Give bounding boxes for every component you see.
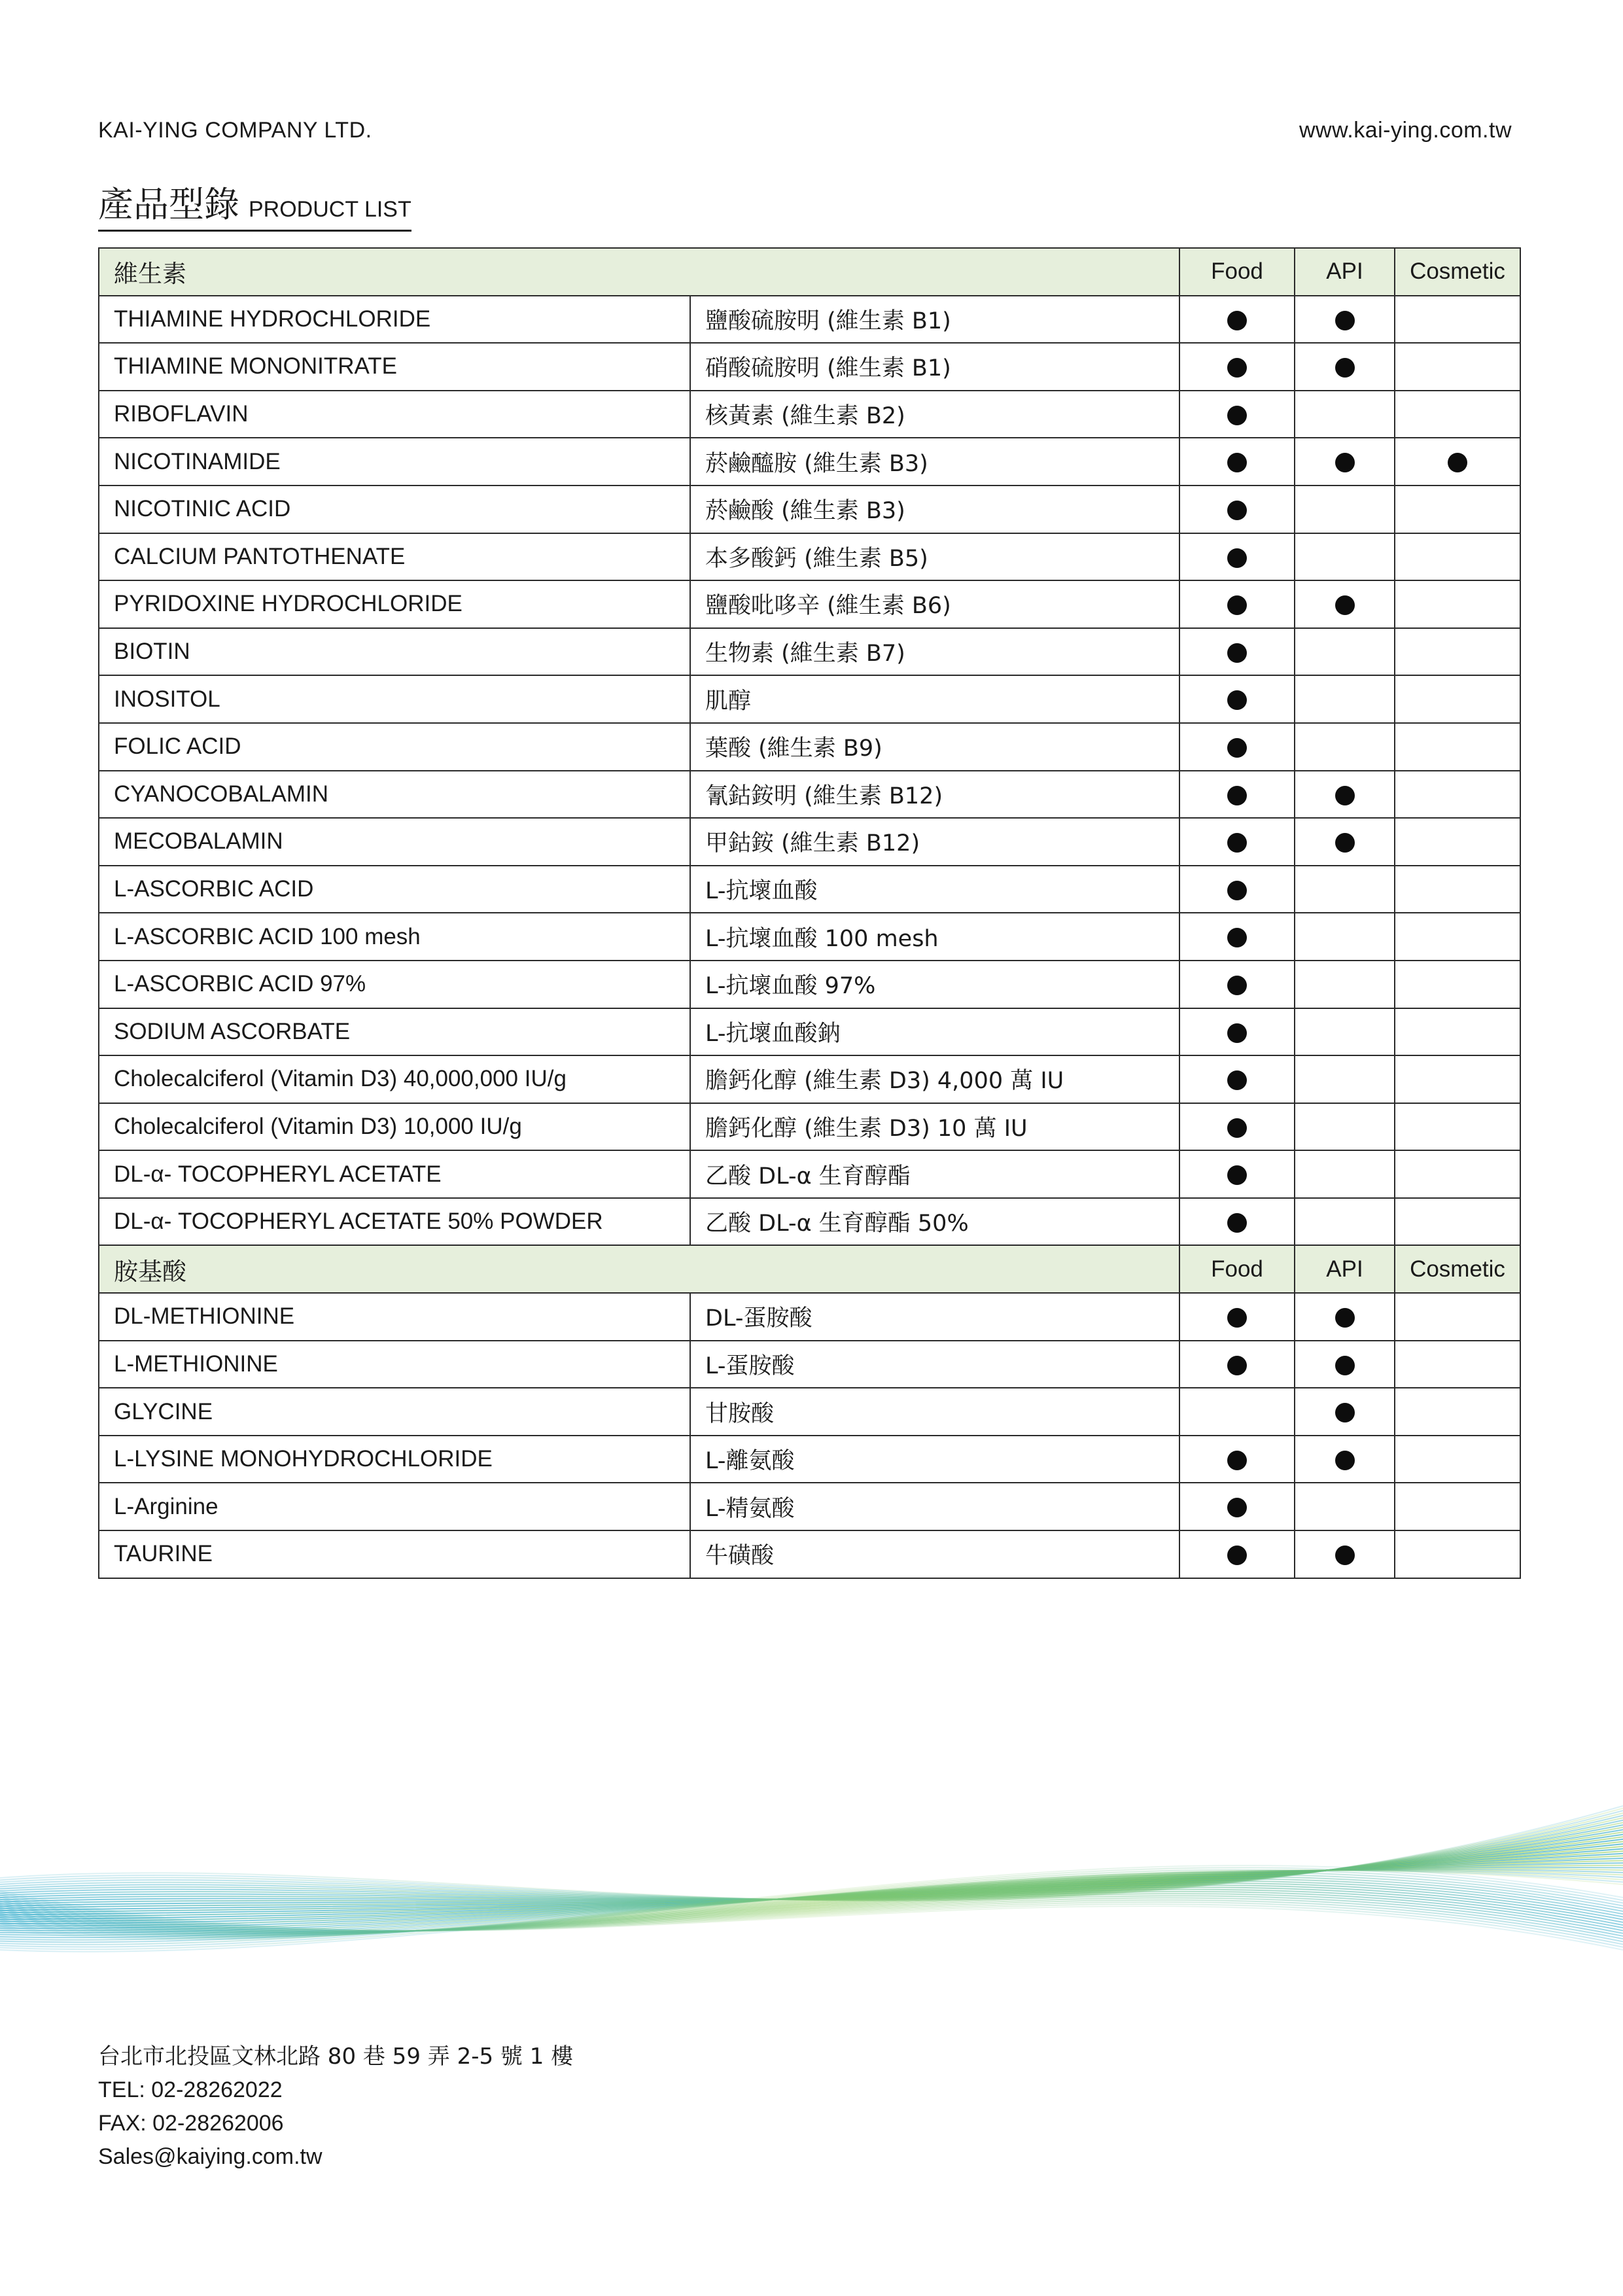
flag-cell-cosmetic [1395, 391, 1520, 438]
flag-cell-api [1295, 1388, 1395, 1436]
flag-cell-cosmetic [1395, 486, 1520, 533]
table-row [99, 1388, 1520, 1436]
filled-circle-icon [1335, 1403, 1355, 1422]
table-row [99, 961, 1520, 1008]
product-name-en: FOLIC ACID [99, 723, 690, 771]
column-header-cosmetic: Cosmetic [1395, 1245, 1520, 1293]
filled-circle-icon [1335, 358, 1355, 378]
flag-cell-cosmetic [1395, 1198, 1520, 1246]
product-name-zh: 膽鈣化醇 (維生素 D3) 10 萬 IU [690, 1103, 1179, 1151]
footer-address: 台北市北投區文林北路 80 巷 59 弄 2-5 號 1 樓 [98, 2043, 574, 2070]
filled-circle-icon [1227, 358, 1247, 378]
table-row [99, 628, 1520, 676]
flag-cell-food [1179, 1055, 1295, 1103]
product-name-zh: 本多酸鈣 (維生素 B5) [690, 533, 1179, 581]
flag-cell-api [1295, 343, 1395, 391]
filled-circle-icon [1335, 1451, 1355, 1470]
flag-cell-cosmetic [1395, 961, 1520, 1008]
flag-cell-cosmetic [1395, 1530, 1520, 1578]
flag-cell-cosmetic [1395, 675, 1520, 723]
flag-cell-food [1179, 628, 1295, 676]
product-name-en: THIAMINE HYDROCHLORIDE [99, 296, 690, 344]
filled-circle-icon [1227, 1118, 1247, 1138]
flag-cell-api [1295, 580, 1395, 628]
flag-cell-food [1179, 533, 1295, 581]
flag-cell-api [1295, 675, 1395, 723]
product-name-zh: 菸鹼醯胺 (維生素 B3) [690, 438, 1179, 486]
flag-cell-api [1295, 1341, 1395, 1388]
flag-cell-api [1295, 296, 1395, 344]
product-name-zh: L-蛋胺酸 [690, 1341, 1179, 1388]
flag-cell-api [1295, 1008, 1395, 1056]
column-header-api: API [1295, 248, 1395, 296]
product-name-zh: 鹽酸硫胺明 (維生素 B1) [690, 296, 1179, 344]
product-table [98, 247, 1521, 1579]
flag-cell-cosmetic [1395, 628, 1520, 676]
flag-cell-api [1295, 391, 1395, 438]
filled-circle-icon [1227, 1070, 1247, 1090]
footer-email[interactable]: Sales@kaiying.com.tw [98, 2144, 323, 2169]
flag-cell-api [1295, 486, 1395, 533]
product-name-zh: L-精氨酸 [690, 1483, 1179, 1530]
filled-circle-icon [1335, 311, 1355, 330]
flag-cell-cosmetic [1395, 296, 1520, 344]
footer-tel: TEL: 02-28262022 [98, 2077, 283, 2102]
table-row [99, 1483, 1520, 1530]
filled-circle-icon [1227, 548, 1247, 568]
product-table-body [99, 248, 1520, 1578]
table-row [99, 1341, 1520, 1388]
wave-line [0, 1820, 1623, 1899]
table-row [99, 723, 1520, 771]
flag-cell-api [1295, 1530, 1395, 1578]
flag-cell-api [1295, 771, 1395, 819]
filled-circle-icon [1227, 643, 1247, 663]
product-name-en: SODIUM ASCORBATE [99, 1008, 690, 1056]
product-name-en: L-METHIONINE [99, 1341, 690, 1388]
contact-footer [98, 2040, 573, 2174]
filled-circle-icon [1335, 595, 1355, 615]
product-name-zh: 核黃素 (維生素 B2) [690, 391, 1179, 438]
product-name-zh: 乙酸 DL-α 生育醇酯 50% [690, 1198, 1179, 1246]
flag-cell-cosmetic [1395, 1055, 1520, 1103]
flag-cell-api [1295, 533, 1395, 581]
flag-cell-food [1179, 866, 1295, 913]
product-name-en: THIAMINE MONONITRATE [99, 343, 690, 391]
table-row [99, 580, 1520, 628]
section-title: 維生素 [99, 248, 1179, 296]
flag-cell-cosmetic [1395, 1293, 1520, 1341]
product-name-zh: L-抗壞血酸 [690, 866, 1179, 913]
flag-cell-cosmetic [1395, 1008, 1520, 1056]
flag-cell-cosmetic [1395, 771, 1520, 819]
flag-cell-api [1295, 1483, 1395, 1530]
flag-cell-food [1179, 391, 1295, 438]
product-name-zh: 葉酸 (維生素 B9) [690, 723, 1179, 771]
filled-circle-icon [1227, 738, 1247, 758]
flag-cell-food [1179, 675, 1295, 723]
filled-circle-icon [1448, 453, 1467, 472]
filled-circle-icon [1335, 453, 1355, 472]
filled-circle-icon [1227, 690, 1247, 710]
flag-cell-food [1179, 1103, 1295, 1151]
product-name-zh: 菸鹼酸 (維生素 B3) [690, 486, 1179, 533]
flag-cell-api [1295, 1293, 1395, 1341]
flag-cell-food [1179, 1341, 1295, 1388]
table-row [99, 1530, 1520, 1578]
filled-circle-icon [1227, 1545, 1247, 1565]
column-header-cosmetic: Cosmetic [1395, 248, 1520, 296]
table-row [99, 771, 1520, 819]
product-name-zh: 鹽酸吡哆辛 (維生素 B6) [690, 580, 1179, 628]
product-name-en: CALCIUM PANTOTHENATE [99, 533, 690, 581]
product-name-zh: DL-蛋胺酸 [690, 1293, 1179, 1341]
product-name-zh: 膽鈣化醇 (維生素 D3) 4,000 萬 IU [690, 1055, 1179, 1103]
filled-circle-icon [1227, 1498, 1247, 1517]
flag-cell-cosmetic [1395, 438, 1520, 486]
flag-cell-food [1179, 1530, 1295, 1578]
flag-cell-food [1179, 1198, 1295, 1246]
filled-circle-icon [1227, 881, 1247, 900]
product-name-en: RIBOFLAVIN [99, 391, 690, 438]
flag-cell-cosmetic [1395, 1388, 1520, 1436]
table-row [99, 486, 1520, 533]
flag-cell-cosmetic [1395, 1150, 1520, 1198]
column-header-food: Food [1179, 248, 1295, 296]
product-name-en: MECOBALAMIN [99, 818, 690, 866]
flag-cell-api [1295, 1150, 1395, 1198]
product-name-en: DL-METHIONINE [99, 1293, 690, 1341]
product-name-zh: 甲鈷銨 (維生素 B12) [690, 818, 1179, 866]
footer-fax: FAX: 02-28262006 [98, 2111, 284, 2136]
flag-cell-food [1179, 1436, 1295, 1483]
filled-circle-icon [1227, 1165, 1247, 1185]
flag-cell-api [1295, 913, 1395, 961]
flag-cell-api [1295, 723, 1395, 771]
product-name-en: L-ASCORBIC ACID [99, 866, 690, 913]
flag-cell-food [1179, 1388, 1295, 1436]
flag-cell-api [1295, 1436, 1395, 1483]
product-name-zh: 肌醇 [690, 675, 1179, 723]
page-title-zh: 產品型錄 [98, 184, 239, 225]
flag-cell-cosmetic [1395, 533, 1520, 581]
table-row [99, 343, 1520, 391]
filled-circle-icon [1335, 1356, 1355, 1375]
flag-cell-food [1179, 1150, 1295, 1198]
flag-cell-food [1179, 438, 1295, 486]
product-name-zh: 生物素 (維生素 B7) [690, 628, 1179, 676]
product-name-zh: 牛磺酸 [690, 1530, 1179, 1578]
product-name-en: Cholecalciferol (Vitamin D3) 40,000,000 IU/g [99, 1055, 690, 1103]
flag-cell-food [1179, 1483, 1295, 1530]
product-name-en: L-ASCORBIC ACID 97% [99, 961, 690, 1008]
flag-cell-food [1179, 913, 1295, 961]
product-name-en: L-ASCORBIC ACID 100 mesh [99, 913, 690, 961]
flag-cell-cosmetic [1395, 343, 1520, 391]
product-name-zh: 乙酸 DL-α 生育醇酯 [690, 1150, 1179, 1198]
filled-circle-icon [1227, 1023, 1247, 1043]
flag-cell-api [1295, 961, 1395, 1008]
flag-cell-cosmetic [1395, 580, 1520, 628]
table-row [99, 1198, 1520, 1246]
table-row [99, 1055, 1520, 1103]
flag-cell-food [1179, 818, 1295, 866]
filled-circle-icon [1227, 595, 1247, 615]
product-name-en: INOSITOL [99, 675, 690, 723]
table-row [99, 438, 1520, 486]
table-row [99, 818, 1520, 866]
filled-circle-icon [1227, 833, 1247, 853]
flag-cell-food [1179, 1008, 1295, 1056]
product-name-zh: L-抗壞血酸 100 mesh [690, 913, 1179, 961]
product-name-en: NICOTINAMIDE [99, 438, 690, 486]
filled-circle-icon [1227, 786, 1247, 805]
filled-circle-icon [1227, 406, 1247, 425]
flag-cell-food [1179, 486, 1295, 533]
flag-cell-api [1295, 1103, 1395, 1151]
page-title [98, 177, 411, 232]
flag-cell-api [1295, 866, 1395, 913]
flag-cell-cosmetic [1395, 866, 1520, 913]
product-name-en: DL-α- TOCOPHERYL ACETATE [99, 1150, 690, 1198]
company-name: KAI-YING COMPANY LTD. [98, 118, 372, 143]
filled-circle-icon [1335, 1545, 1355, 1565]
filled-circle-icon [1227, 1356, 1247, 1375]
column-header-food: Food [1179, 1245, 1295, 1293]
product-name-en: TAURINE [99, 1530, 690, 1578]
table-row [99, 1436, 1520, 1483]
product-name-en: NICOTINIC ACID [99, 486, 690, 533]
website-url[interactable]: www.kai-ying.com.tw [1299, 118, 1512, 143]
page-title-en: PRODUCT LIST [249, 197, 411, 222]
product-name-en: CYANOCOBALAMIN [99, 771, 690, 819]
product-name-en: Cholecalciferol (Vitamin D3) 10,000 IU/g [99, 1103, 690, 1151]
column-header-api: API [1295, 1245, 1395, 1293]
table-row [99, 296, 1520, 344]
flag-cell-food [1179, 296, 1295, 344]
flag-cell-api [1295, 1198, 1395, 1246]
flag-cell-cosmetic [1395, 1103, 1520, 1151]
filled-circle-icon [1227, 928, 1247, 947]
flag-cell-food [1179, 771, 1295, 819]
flag-cell-food [1179, 961, 1295, 1008]
table-row [99, 1008, 1520, 1056]
filled-circle-icon [1227, 976, 1247, 995]
section-title: 胺基酸 [99, 1245, 1179, 1293]
product-name-en: PYRIDOXINE HYDROCHLORIDE [99, 580, 690, 628]
flag-cell-food [1179, 580, 1295, 628]
product-name-zh: 甘胺酸 [690, 1388, 1179, 1436]
table-row [99, 1150, 1520, 1198]
filled-circle-icon [1227, 311, 1247, 330]
flag-cell-cosmetic [1395, 1436, 1520, 1483]
table-row [99, 675, 1520, 723]
section-header-row [99, 248, 1520, 296]
filled-circle-icon [1227, 1451, 1247, 1470]
flag-cell-api [1295, 818, 1395, 866]
product-name-zh: L-抗壞血酸 97% [690, 961, 1179, 1008]
table-row [99, 1103, 1520, 1151]
filled-circle-icon [1335, 833, 1355, 853]
flag-cell-cosmetic [1395, 1483, 1520, 1530]
product-name-en: DL-α- TOCOPHERYL ACETATE 50% POWDER [99, 1198, 690, 1246]
flag-cell-food [1179, 723, 1295, 771]
flag-cell-cosmetic [1395, 1341, 1520, 1388]
filled-circle-icon [1335, 1308, 1355, 1328]
product-name-zh: 氰鈷銨明 (維生素 B12) [690, 771, 1179, 819]
flag-cell-api [1295, 628, 1395, 676]
flag-cell-food [1179, 343, 1295, 391]
filled-circle-icon [1227, 1213, 1247, 1233]
product-name-en: L-Arginine [99, 1483, 690, 1530]
product-name-en: L-LYSINE MONOHYDROCHLORIDE [99, 1436, 690, 1483]
product-name-zh: 硝酸硫胺明 (維生素 B1) [690, 343, 1179, 391]
decorative-wave [0, 1767, 1623, 2028]
flag-cell-api [1295, 438, 1395, 486]
product-name-zh: L-抗壞血酸鈉 [690, 1008, 1179, 1056]
table-row [99, 913, 1520, 961]
table-row [99, 533, 1520, 581]
filled-circle-icon [1335, 786, 1355, 805]
flag-cell-food [1179, 1293, 1295, 1341]
flag-cell-cosmetic [1395, 818, 1520, 866]
filled-circle-icon [1227, 501, 1247, 520]
flag-cell-api [1295, 1055, 1395, 1103]
product-name-zh: L-離氨酸 [690, 1436, 1179, 1483]
product-name-en: BIOTIN [99, 628, 690, 676]
table-row [99, 1293, 1520, 1341]
filled-circle-icon [1227, 1308, 1247, 1328]
product-name-en: GLYCINE [99, 1388, 690, 1436]
filled-circle-icon [1227, 453, 1247, 472]
table-row [99, 391, 1520, 438]
table-row [99, 866, 1520, 913]
flag-cell-cosmetic [1395, 913, 1520, 961]
section-header-row [99, 1245, 1520, 1293]
flag-cell-cosmetic [1395, 723, 1520, 771]
